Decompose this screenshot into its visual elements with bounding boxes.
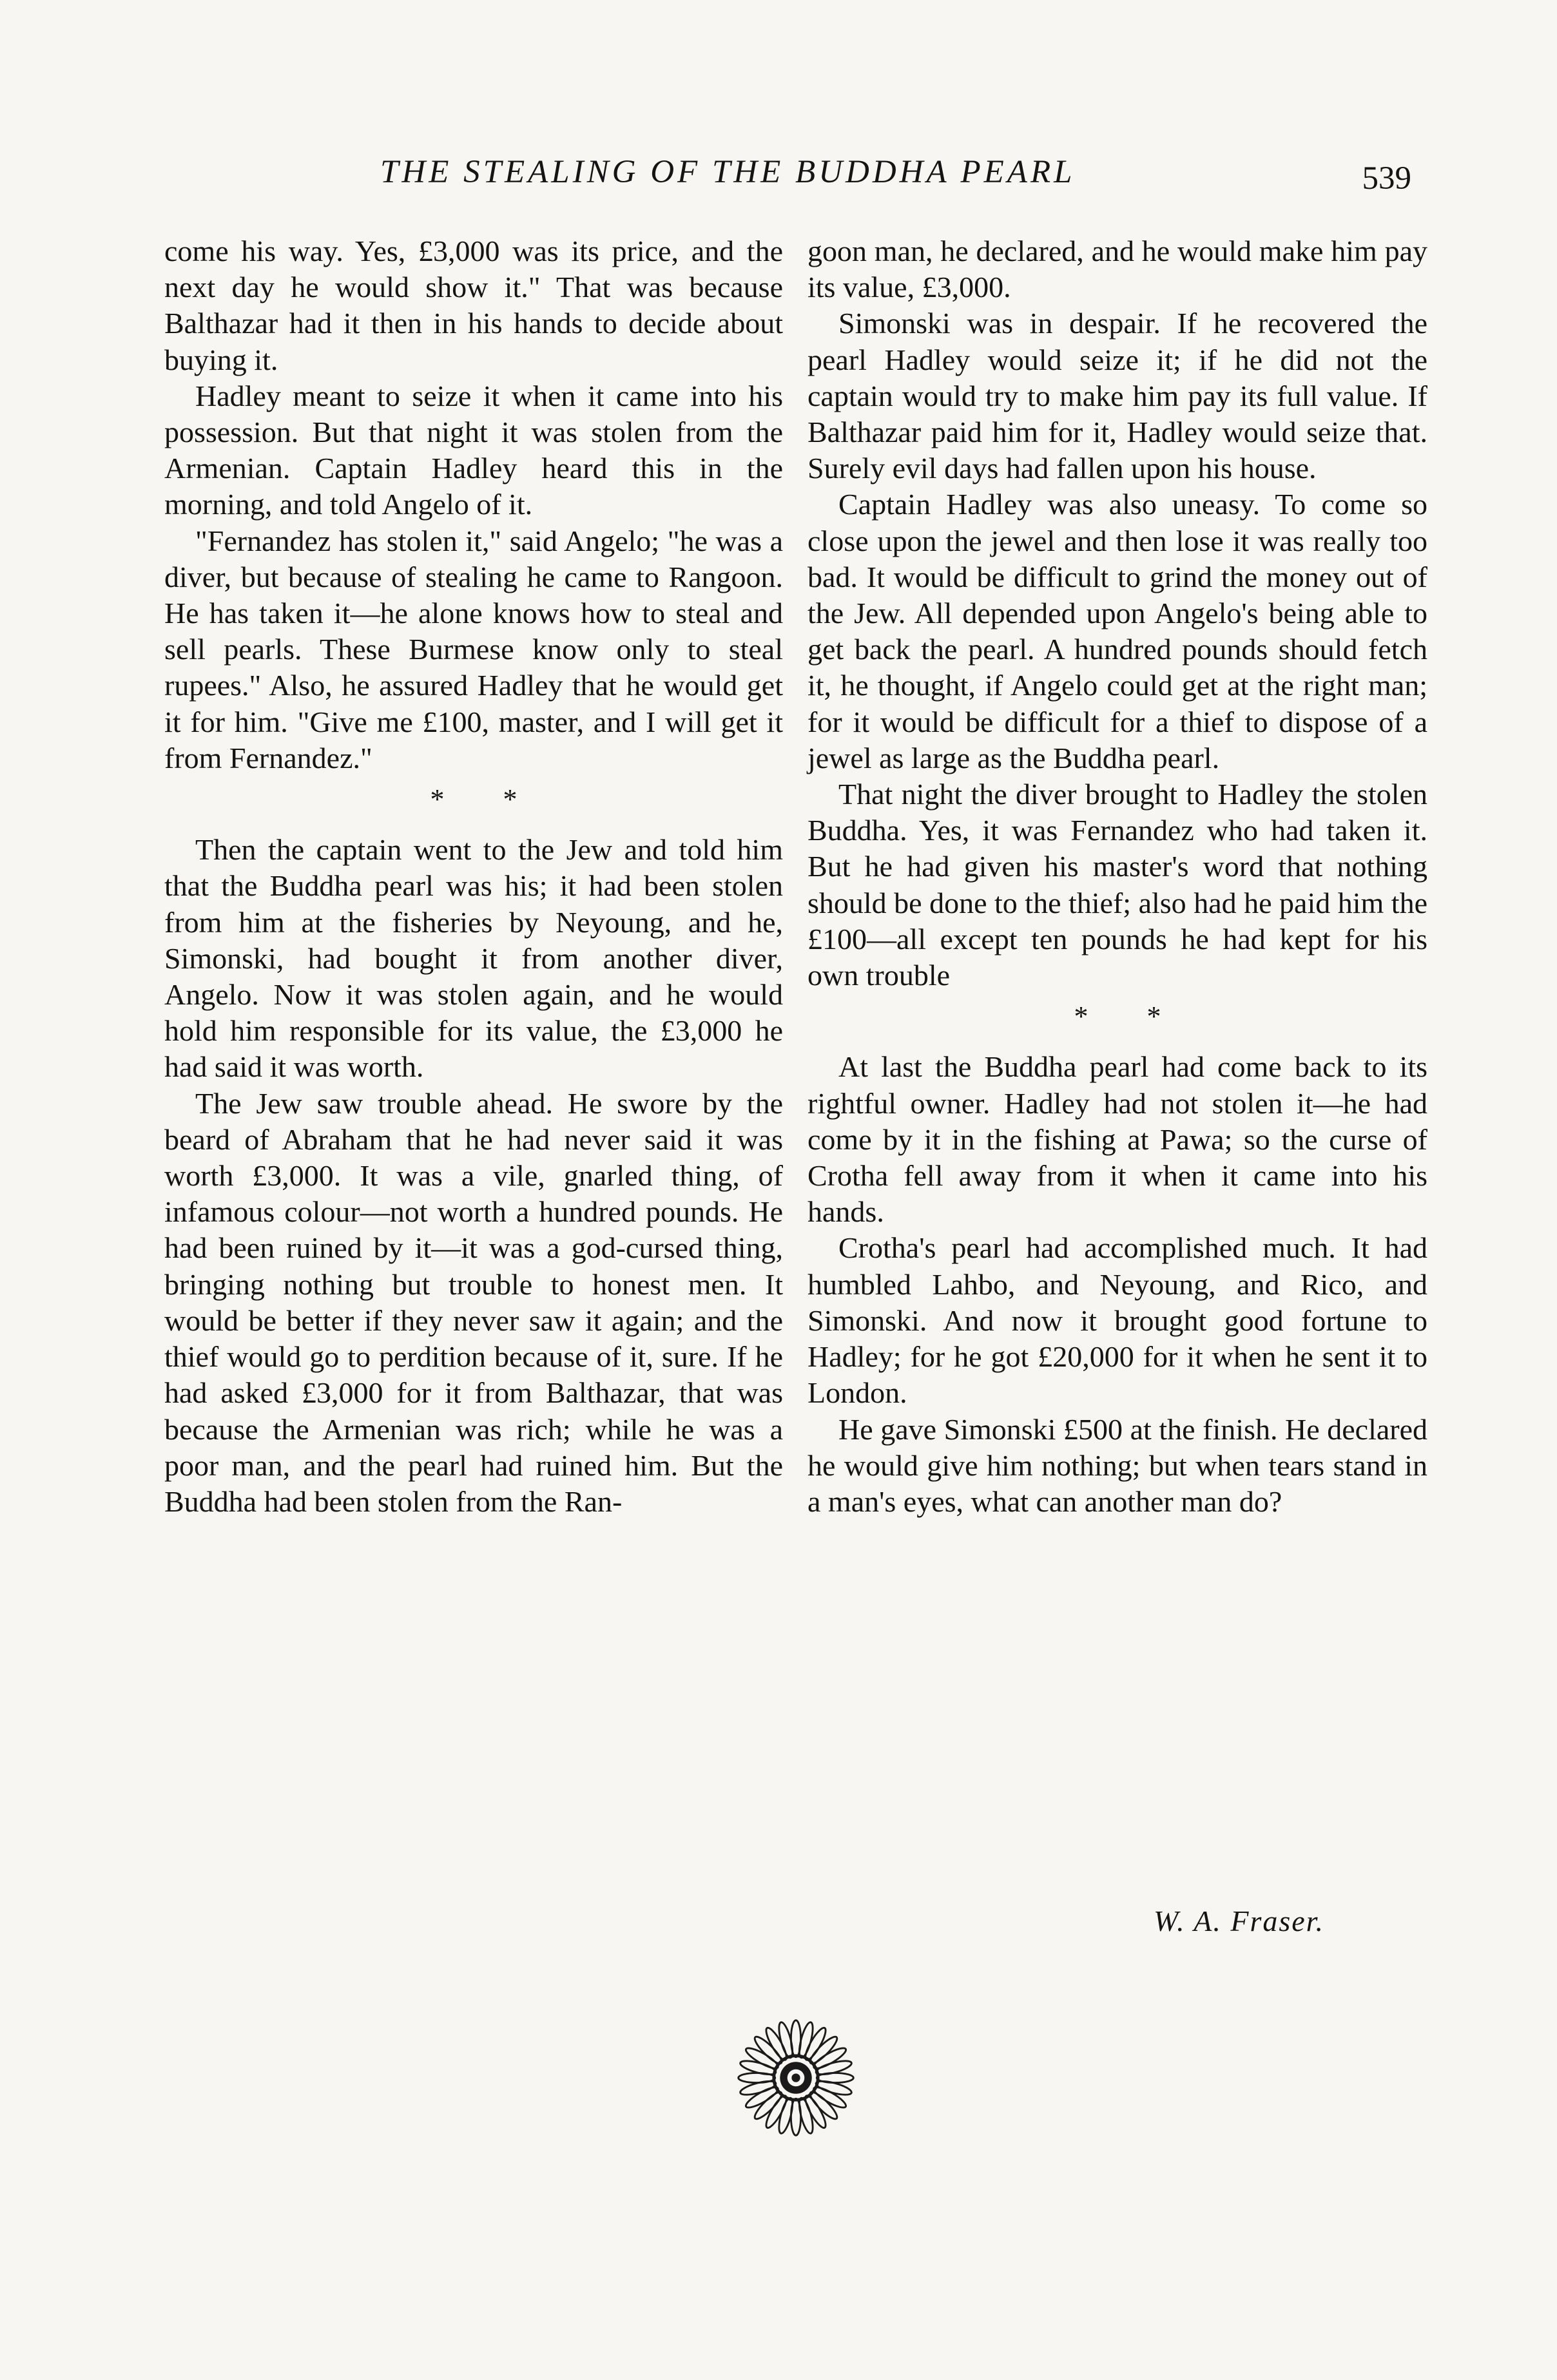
paragraph: That night the diver brought to Hadley the stolen Buddha. Yes, it was Fernandez who had taken it. But he had given his master's word that nothing should be done to the thief; also had he paid him the £100—all except ten pounds he had kept for his own trouble [808,778,1427,992]
paragraph: He gave Simonski £500 at the finish. He declared he would give him nothing; but when tears stand in a man's eyes, what can another man do? [808,1412,1427,1518]
paragraph: come his way. Yes, £3,000 was its price, and the next day he would show it." That was because Balthazar had it then in his hands to decide about buying it. [164,235,783,376]
paragraph: Then the captain went to the Jew and told him that the Buddha pearl was his; it had been stolen from him at the fisheries by Neyoung, and he, Simonski, had bought it from another diver, Angelo. Now it was stolen again, and he would hold him responsible for its value, the £3,000 he had said it was worth. [164,833,783,1084]
paragraph: goon man, he declared, and he would make him pay its value, £3,000. [808,235,1427,304]
left-column [164,233,783,1520]
running-title: THE STEALING OF THE BUDDHA PEARL [380,154,1076,190]
running-head [161,153,1424,205]
rosette-ornament-icon [735,2017,857,2139]
paragraph: At last the Buddha pearl had come back to its rightful owner. Hadley had not stolen it—he had come by it in the fishing at Pawa; so the curse of Crotha fell away from it when it came into his hands. [808,1050,1427,1229]
page-number: 539 [1362,160,1411,197]
paragraph: Simonski was in despair. If he recovered the pearl Hadley would seize it; if he did not the captain would try to make him pay its full value. If Balthazar paid him for it, Hadley would seize that. Surely evil days had fallen upon his house. [808,307,1427,485]
paragraph: Captain Hadley was also uneasy. To come so close upon the jewel and then lose it was really too bad. It would be difficult to grind the money out of the Jew. All depended upon Angelo's being able to get back the pearl. A hundred pounds should fetch it, he thought, if Angelo could get at the right man; for it would be difficult for a thief to dispose of a jewel as large as the Buddha pearl. [808,488,1427,774]
paragraph: "Fernandez has stolen it," said Angelo; "he was a diver, but because of stealing he came to Rangoon. He has taken it—he alone knows how to steal and sell pearls. These Burmese know only to steal rupees." Also, he assured Hadley that he would get it for him. "Give me £100, master, and I will get it from Fernandez." [164,524,783,774]
paragraph: The Jew saw trouble ahead. He swore by the beard of Abraham that he had never said it was worth £3,000. It was a vile, gnarled thing, of infamous colour—not worth a hundred pounds. He had been ruined by it—it was a god-cursed thing, bringing nothing but trouble to honest men. It would be better if they never saw it again; and the thief would go to perdition because of it, sure. If he had asked £3,000 for it from Balthazar, that was because the Armenian was rich; while he was a poor man, and the pearl had ruined him. But the Buddha had been stolen from the Ran- [164,1086,783,1518]
paragraph: Crotha's pearl had accomplished much. It had humbled Lahbo, and Neyoung, and Rico, and Simonski. And now it brought good fortune to Hadley; for he got £20,000 for it when he sent it to London. [808,1231,1427,1410]
section-separator: * * [1074,1001,1187,1033]
section-separator: * * [430,783,543,816]
paragraph: Hadley meant to seize it when it came into his possession. But that night it was stolen from the Armenian. Captain Hadley heard this in the morning, and told Angelo of it. [164,379,783,521]
right-column [808,233,1427,1520]
author-signature: W. A. Fraser. [1154,1905,1324,1937]
